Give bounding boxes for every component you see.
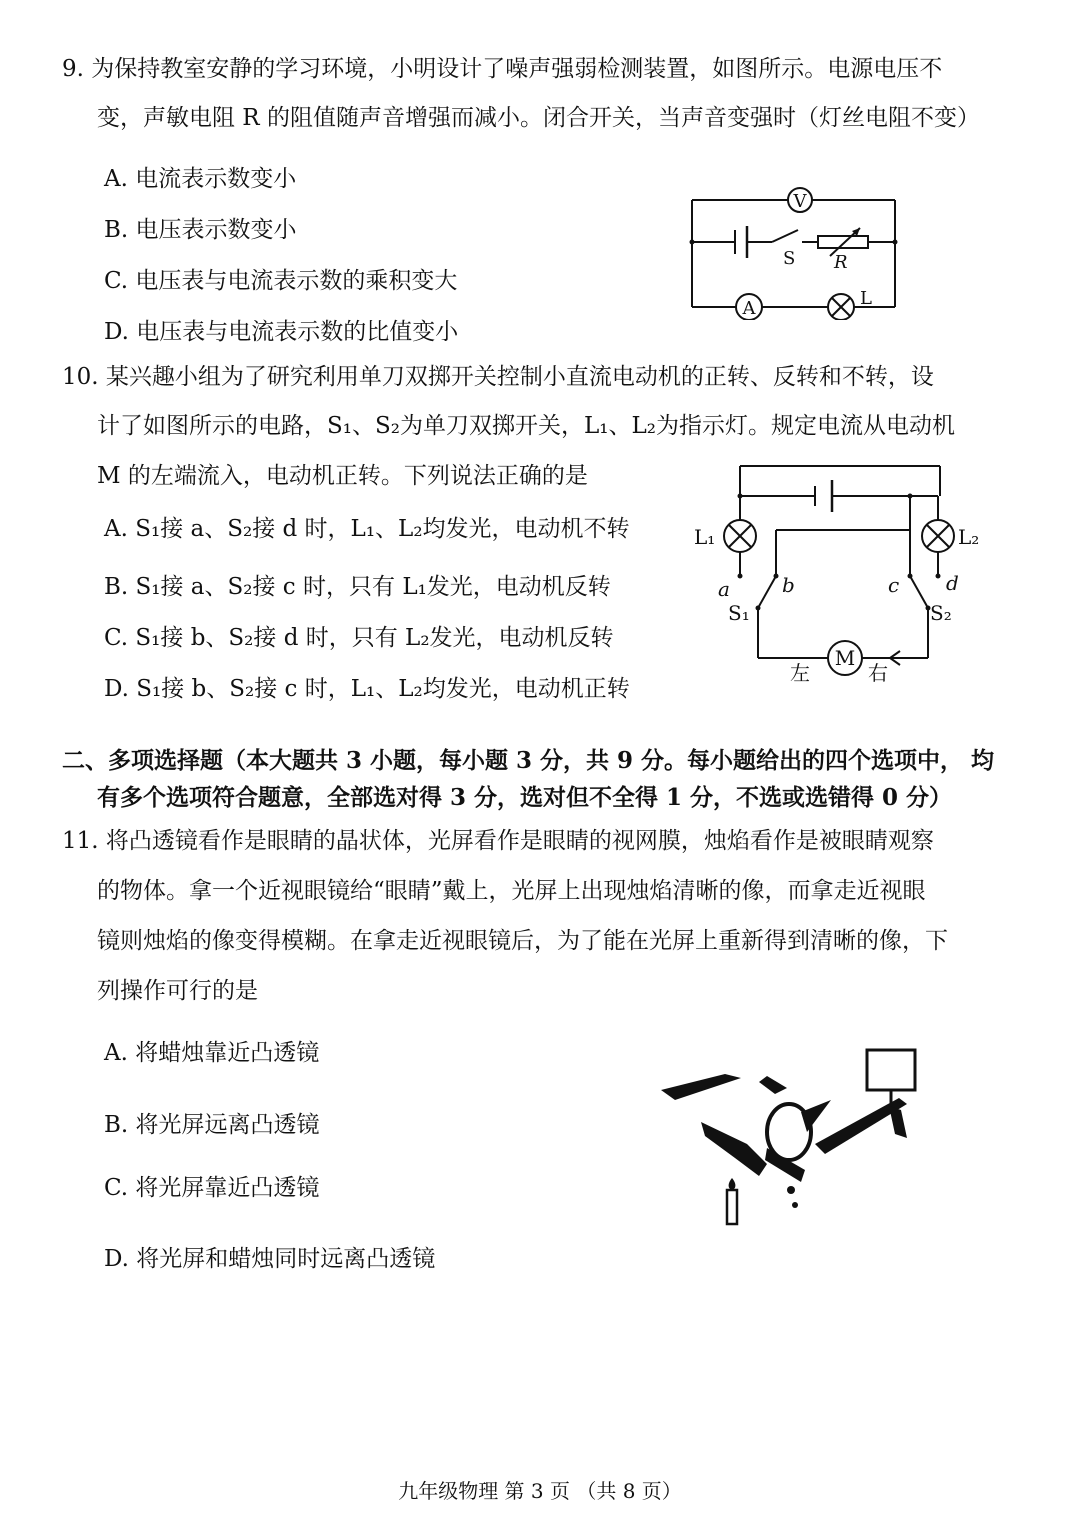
switch-label: S: [783, 248, 796, 269]
q11-stem-line3: 镜则烛焰的像变得模糊。在拿走近视眼镜后，为了能在光屏上重新得到清晰的像，下: [97, 928, 948, 954]
page-footer: 九年级物理 第 3 页 （共 8 页）: [398, 1479, 682, 1503]
resistor-label: R: [834, 252, 848, 273]
q11-option-b: B. 将光屏远离凸透镜: [104, 1112, 320, 1138]
q11-stem-line4: 列操作可行的是: [97, 978, 258, 1004]
lamp1-label: L₁: [694, 525, 716, 549]
light-screen: [867, 1050, 915, 1090]
lamp2-label: L₂: [958, 525, 980, 549]
candle: [727, 1190, 737, 1224]
voltmeter-label: V: [793, 191, 807, 212]
left-label: 左: [790, 661, 810, 685]
q11-optics-bench-image: [655, 1040, 935, 1230]
lamp-label: L: [860, 288, 872, 309]
q11-stem-line2: 的物体。拿一个近视眼镜给“眼睛”戴上，光屏上出现烛焰清晰的像，而拿走近视眼: [97, 878, 926, 904]
q10-circuit-diagram: [690, 458, 990, 690]
ammeter-label: A: [742, 298, 756, 319]
motor-label: M: [834, 646, 856, 670]
q10-option-b: B. S₁接 a、S₂接 c 时，只有 L₁发光，电动机反转: [104, 574, 611, 600]
q10-option-d: D. S₁接 b、S₂接 c 时，L₁、L₂均发光，电动机正转: [104, 676, 630, 702]
contact-a-label: a: [718, 577, 730, 601]
q9-option-b: B. 电压表示数变小: [104, 217, 297, 243]
q9-stem-line1: 9. 为保持教室安静的学习环境，小明设计了噪声强弱检测装置，如图所示。电源电压不: [62, 56, 943, 82]
q9-option-c: C. 电压表与电流表示数的乘积变大: [104, 268, 458, 294]
section2-heading-line1: 二、多项选择题（本大题共 3 小题，每小题 3 分，共 9 分。每小题给出的四个选项中， 均: [62, 747, 995, 774]
q10-stem-line1: 10. 某兴趣小组为了研究利用单刀双掷开关控制小直流电动机的正转、反转和不转，设: [62, 364, 934, 390]
q9-option-d: D. 电压表与电流表示数的比值变小: [104, 319, 459, 345]
q11-option-c: C. 将光屏靠近凸透镜: [104, 1175, 320, 1201]
q9-stem-line2: 变，声敏电阻 R 的阻值随声音增强而减小。闭合开关，当声音变强时（灯丝电阻不变）: [97, 105, 980, 131]
switch2-label: S₂: [930, 601, 952, 625]
contact-c-label: c: [888, 573, 900, 597]
q11-option-d: D. 将光屏和蜡烛同时远离凸透镜: [104, 1246, 436, 1272]
q10-option-a: A. S₁接 a、S₂接 d 时，L₁、L₂均发光，电动机不转: [104, 516, 630, 542]
q10-stem-line2: 计了如图所示的电路，S₁、S₂为单刀双掷开关，L₁、L₂为指示灯。规定电流从电动机: [97, 413, 955, 439]
q11-stem-line1: 11. 将凸透镜看作是眼睛的晶状体，光屏看作是眼睛的视网膜，烛焰看作是被眼睛观察: [62, 828, 934, 854]
q11-option-a: A. 将蜡烛靠近凸透镜: [104, 1040, 320, 1066]
contact-b-label: b: [782, 573, 795, 597]
switch1-label: S₁: [728, 601, 750, 625]
q10-option-c: C. S₁接 b、S₂接 d 时，只有 L₂发光，电动机反转: [104, 625, 614, 651]
contact-d-label: d: [946, 571, 959, 595]
right-label: 右: [868, 661, 888, 685]
section2-heading-line2: 有多个选项符合题意，全部选对得 3 分，选对但不全得 1 分，不选或选错得 0 分）: [97, 784, 953, 811]
q9-option-a: A. 电流表示数变小: [104, 166, 297, 192]
q10-stem-line3: M 的左端流入，电动机正转。下列说法正确的是: [97, 463, 588, 489]
q9-circuit-diagram: [680, 180, 910, 320]
